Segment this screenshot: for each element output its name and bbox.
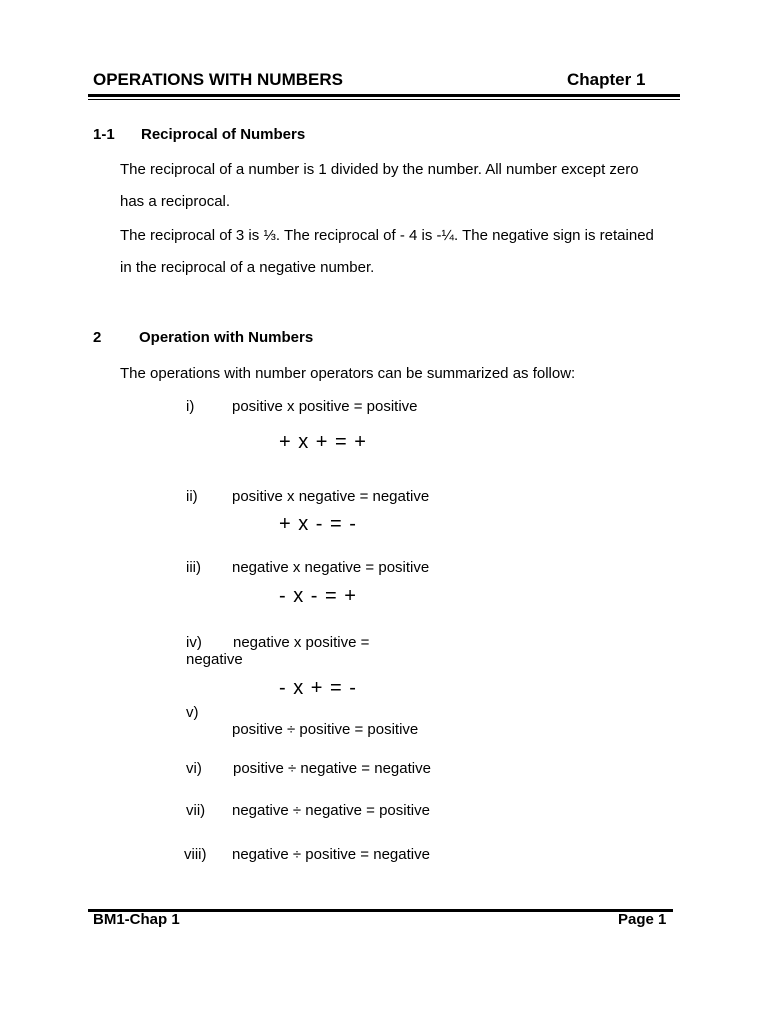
list-item-number: ii) [186, 488, 198, 505]
sign-rule: - x - = + [279, 585, 357, 607]
list-item-number: vii) [186, 802, 206, 819]
section-1-line-1: The reciprocal of a number is 1 divided by the number. All number except zero [120, 161, 639, 178]
footer-doc-label: BM1-Chap 1 [93, 911, 180, 928]
sign-rule: - x + = - [279, 677, 357, 699]
list-item-text: positive ÷ positive = positive [232, 721, 419, 738]
page-header-title: OPERATIONS WITH NUMBERS [93, 70, 343, 89]
section-1-line-4: in the reciprocal of a negative number. [120, 259, 375, 276]
section-1-line-3: The reciprocal of 3 is ⅓. The reciprocal of - 4 is -¼. The negative sign is retained [120, 227, 654, 244]
list-item-number: viii) [184, 846, 207, 863]
section-2-title: Operation with Numbers [139, 329, 314, 346]
sign-rule: + x + = + [279, 431, 367, 453]
header-divider-thick [88, 94, 680, 97]
list-item-number: i) [186, 398, 195, 415]
list-item-text: positive x positive = positive [232, 398, 418, 415]
section-2-intro: The operations with number operators can be summarized as follow: [120, 365, 576, 382]
list-item-number: iii) [186, 559, 201, 576]
footer-page-number: Page 1 [618, 911, 667, 928]
sign-rule: + x - = - [279, 513, 357, 535]
list-item-text: positive ÷ negative = negative [233, 760, 431, 777]
list-item-text: positive x negative = negative [232, 488, 430, 505]
section-1-title: Reciprocal of Numbers [141, 126, 306, 143]
header-divider-thin [88, 99, 680, 100]
list-item-text-continued: negative [186, 651, 243, 668]
list-item-text: negative x negative = positive [232, 559, 430, 576]
list-item-number: iv) [186, 634, 202, 651]
section-2-number: 2 [93, 329, 102, 346]
list-item-number: vi) [186, 760, 202, 777]
list-item-text: negative x positive = [233, 634, 370, 651]
section-1-number: 1-1 [93, 126, 115, 143]
page-header-chapter: Chapter 1 [567, 70, 646, 89]
list-item-number: v) [186, 704, 199, 721]
list-item-text: negative ÷ negative = positive [232, 802, 430, 819]
section-1-line-2: has a reciprocal. [120, 193, 231, 210]
list-item-text: negative ÷ positive = negative [232, 846, 430, 863]
